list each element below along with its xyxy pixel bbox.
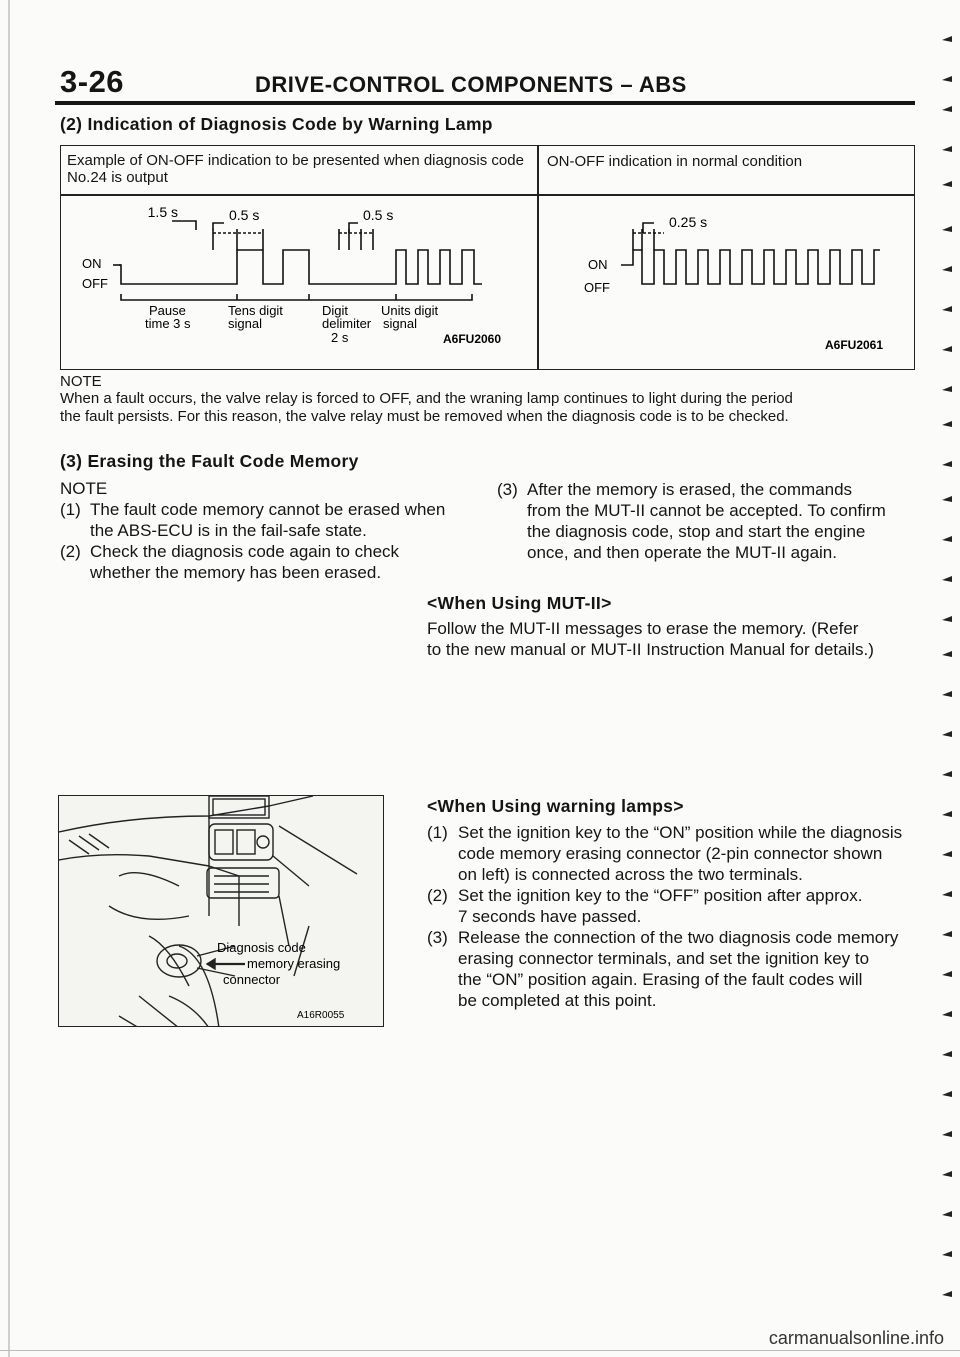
lamp-step-3-line-1: Release the connection of the two diagnosis code memory — [458, 928, 899, 947]
callout-line-3: connector — [223, 972, 281, 987]
normal-on-label: ON — [588, 257, 608, 272]
code24-time-1: 1.5 s — [147, 204, 178, 220]
dashboard-drawing — [59, 796, 384, 1027]
connector-illustration — [58, 795, 384, 1027]
section-3-heading: (3) Erasing the Fault Code Memory — [60, 451, 359, 471]
section-2-heading: (2) Indication of Diagnosis Code by Warning Lamp — [60, 114, 493, 134]
lamp-step-2-line-2: 7 seconds have passed. — [458, 907, 642, 926]
code24-waveform — [119, 250, 482, 284]
note-item-3-line-2: from the MUT-II cannot be accepted. To confirm — [527, 501, 886, 520]
lamp-step-3-line-3: the “ON” position again. Erasing of the fault codes will — [458, 970, 863, 989]
table-header-normal: ON-OFF indication in normal condition — [547, 153, 803, 170]
note-item-2-line-1: Check the diagnosis code again to check — [90, 542, 400, 561]
mut-line-1: Follow the MUT-II messages to erase the memory. (Refer — [427, 619, 859, 638]
code24-pause-label-2: time 3 s — [145, 316, 191, 331]
table-header-example: Example of ON-OFF indication to be presented when diagnosis code No.24 is output — [67, 152, 524, 186]
code24-delim-label-3: 2 s — [331, 330, 349, 345]
note-item-3-line-3: the diagnosis code, stop and start the engine — [527, 522, 866, 541]
note-item-1-line-1: The fault code memory cannot be erased when — [90, 500, 446, 519]
lamp-heading: <When Using warning lamps> — [427, 796, 684, 816]
code24-waveform-diagram — [61, 196, 535, 369]
illustration-figure-code: A16R0055 — [297, 1010, 345, 1021]
note-item-3-line-4: once, and then operate the MUT-II again. — [527, 543, 837, 562]
code24-units-label-2: signal — [383, 316, 417, 331]
normal-waveform — [621, 250, 880, 284]
normal-figure-code: A6FU2061 — [825, 338, 884, 352]
note-line-1: When a fault occurs, the valve relay is forced to OFF, and the wraning lamp continues to light during the period — [60, 390, 793, 407]
bottom-rule — [0, 1350, 960, 1351]
note-item-2-num: (2) — [60, 542, 81, 561]
lamp-step-1-num: (1) — [427, 823, 448, 842]
note-item-1-num: (1) — [60, 500, 81, 519]
lamp-step-1-line-1: Set the ignition key to the “ON” position while the diagnosis — [458, 823, 903, 842]
note-item-3-num: (3) — [497, 480, 518, 499]
page-number: 3-26 — [60, 64, 125, 99]
code24-pause-label-1: Pause — [149, 303, 186, 318]
normal-off-label: OFF — [584, 280, 610, 295]
lamp-step-1-line-3: on left) is connected across the two terminals. — [458, 865, 803, 884]
code24-figure-code: A6FU2060 — [443, 332, 502, 346]
code24-time-2: 0.5 s — [229, 207, 260, 223]
lamp-step-2-num: (2) — [427, 886, 448, 905]
lamp-step-3-line-2: erasing connector terminals, and set the ignition key to — [458, 949, 870, 968]
lamp-step-3-num: (3) — [427, 928, 448, 947]
note-label-2: NOTE — [60, 479, 108, 498]
code24-time-3: 0.5 s — [363, 207, 394, 223]
note-label-1: NOTE — [60, 373, 102, 390]
code24-units-label-1: Units digit — [381, 303, 439, 318]
scan-edge — [8, 0, 10, 1357]
code24-off-label: OFF — [82, 276, 108, 291]
indication-table — [60, 145, 915, 370]
mut-heading: <When Using MUT-II> — [427, 593, 612, 613]
code24-delim-label-1: Digit — [322, 303, 349, 318]
mut-line-2: to the new manual or MUT-II Instruction Manual for details.) — [427, 640, 874, 659]
callout-line-1: Diagnosis code — [217, 940, 306, 955]
normal-time-1: 0.25 s — [669, 214, 708, 230]
note-item-3-line-1: After the memory is erased, the commands — [527, 480, 853, 499]
note-item-1-line-2: the ABS-ECU is in the fail-safe state. — [90, 521, 367, 540]
code24-tens-label-2: signal — [228, 316, 262, 331]
watermark-link[interactable]: carmanualsonline.info — [768, 1328, 944, 1348]
lamp-step-3-line-4: be completed at this point. — [458, 991, 657, 1010]
code24-on-label: ON — [82, 256, 102, 271]
note-line-2: the fault persists. For this reason, the valve relay must be removed when the diagnosis code is to be checked. — [60, 408, 789, 425]
code24-delim-label-2: delimiter — [322, 316, 372, 331]
lamp-step-2-line-1: Set the ignition key to the “OFF” position after approx. — [458, 886, 863, 905]
code24-tens-label-1: Tens digit — [228, 303, 283, 318]
binder-edge-marks — [936, 0, 960, 1357]
note-item-2-line-2: whether the memory has been erased. — [90, 563, 382, 582]
normal-waveform-diagram — [539, 196, 914, 369]
page-title: DRIVE-CONTROL COMPONENTS – ABS — [255, 72, 687, 97]
lamp-step-1-line-2: code memory erasing connector (2-pin connector shown — [458, 844, 883, 863]
header-rule — [55, 101, 915, 105]
callout-line-2: memory erasing — [247, 956, 341, 971]
